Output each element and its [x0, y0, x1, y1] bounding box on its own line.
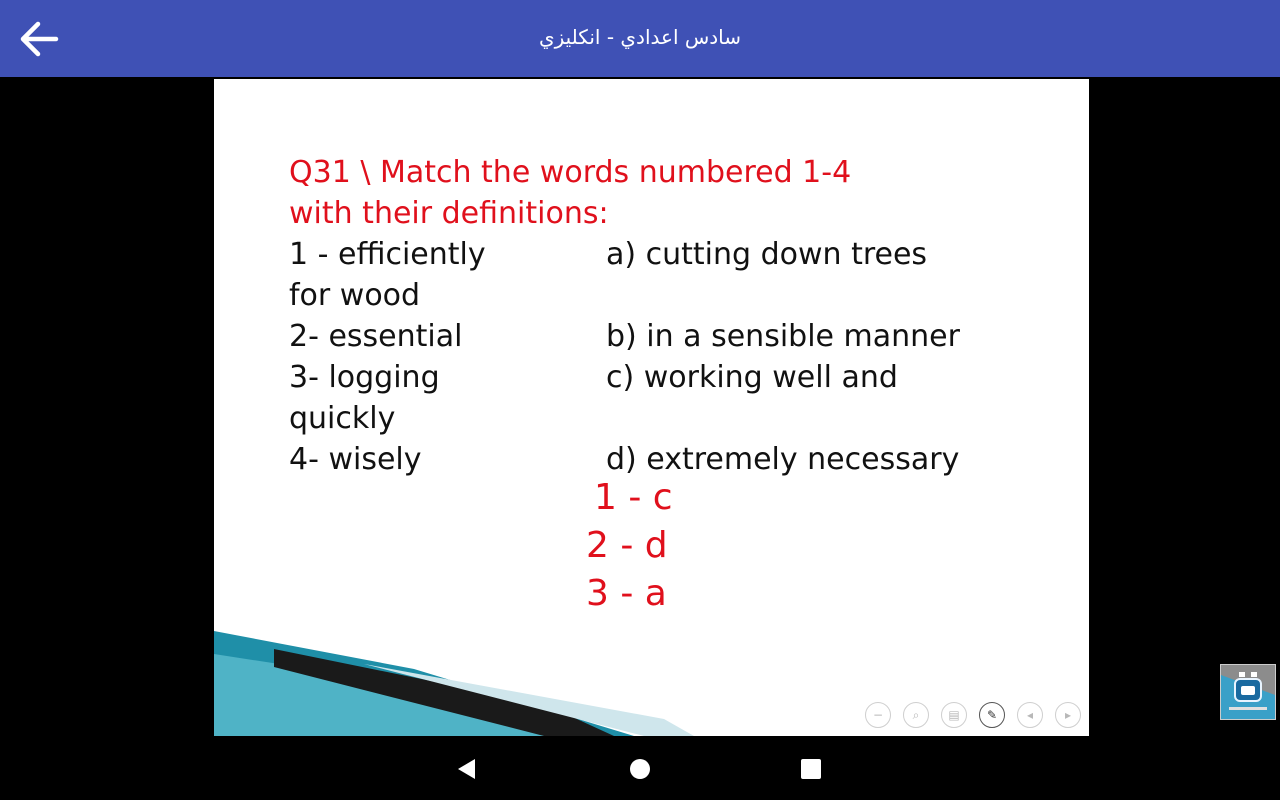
back-triangle-icon[interactable] [453, 754, 483, 784]
slide [214, 79, 1089, 736]
page-title: سادس اعدادي - انكليزي [538, 25, 742, 49]
answer-1: 1 - c [594, 477, 673, 518]
slide-decoration [214, 79, 1089, 736]
player-controls [865, 702, 1081, 728]
definition-item: d) extremely necessary [606, 442, 960, 477]
definition-item: a) cutting down trees [606, 237, 928, 272]
zoom-icon[interactable]: ⌕ [903, 702, 929, 728]
left-item: 4- wisely [289, 442, 422, 477]
question-line-1: Q31 \ Match the words numbered 1-4 [289, 155, 852, 190]
answer-2: 2 - d [586, 525, 668, 566]
pages-icon[interactable]: ▤ [941, 702, 967, 728]
answer-3: 3 - a [586, 573, 667, 614]
channel-logo [1220, 664, 1276, 720]
left-item: 1 - efficiently [289, 237, 486, 272]
left-item: 2- essential [289, 319, 463, 354]
left-item: 3- logging [289, 360, 440, 395]
app-bar [0, 0, 1280, 77]
pen-icon[interactable]: ✎ [979, 702, 1005, 728]
left-item: quickly [289, 401, 396, 436]
audio-icon[interactable]: ◂ [1017, 702, 1043, 728]
definition-item: b) in a sensible manner [606, 319, 960, 354]
home-circle-icon[interactable] [625, 754, 655, 784]
system-nav-bar [0, 736, 1280, 800]
definition-item: c) working well and [606, 360, 898, 395]
play-icon[interactable]: ▸ [1055, 702, 1081, 728]
question-line-2: with their definitions: [289, 196, 609, 231]
left-item: for wood [289, 278, 421, 313]
minus-icon[interactable]: − [865, 702, 891, 728]
recents-square-icon[interactable] [796, 754, 826, 784]
slide-viewer[interactable] [12, 79, 1280, 736]
